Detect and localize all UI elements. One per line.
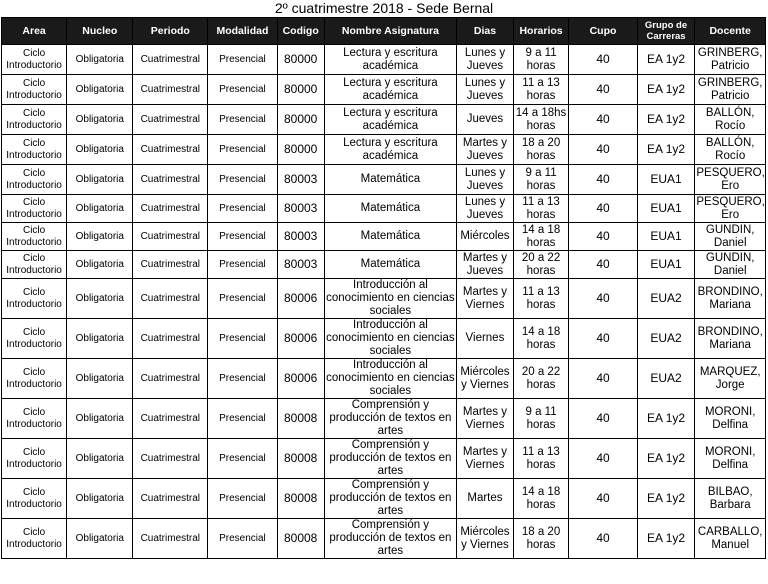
- cell-periodo: Cuatrimestral: [133, 479, 208, 519]
- cell-modalidad: Presencial: [208, 359, 277, 399]
- table-row: [2, 439, 766, 479]
- cell-asignatura: Lectura y escritura académica: [324, 75, 456, 105]
- cell-docente: MARQUEZ, Jorge: [695, 359, 766, 399]
- cell-nucleo: Obligatoria: [67, 279, 133, 319]
- cell-horarios: 18 a 20 horas: [513, 519, 569, 559]
- cell-area: Ciclo Introductorio: [2, 439, 67, 479]
- cell-codigo: 80008: [277, 399, 324, 439]
- cell-asignatura: Introducción al conocimiento en ciencias sociales: [326, 359, 455, 397]
- cell-cupo: 40: [569, 439, 637, 479]
- cell-cupo: 40: [569, 319, 637, 359]
- cell-grupo: EUA1: [637, 165, 695, 195]
- table-row: [2, 75, 766, 105]
- cell-horarios: 20 a 22 horas: [513, 359, 569, 399]
- table-row: [2, 165, 766, 195]
- cell-asignatura: Comprensión y producción de textos en artes: [324, 439, 456, 479]
- cell-cupo: 40: [569, 479, 637, 519]
- header-periodo: Periodo: [133, 18, 208, 45]
- cell-cupo: 40: [569, 399, 637, 439]
- header-area: Area: [2, 18, 67, 45]
- cell-horarios: 9 a 11 horas: [513, 399, 569, 439]
- cell-dias: Miércoles y Viernes: [457, 359, 514, 399]
- cell-codigo: 80008: [277, 479, 324, 519]
- cell-grupo: EA 1y2: [637, 105, 695, 135]
- cell-area: Ciclo Introductorio: [2, 359, 67, 399]
- cell-nucleo: Obligatoria: [67, 319, 133, 359]
- cell-nucleo: Obligatoria: [67, 439, 133, 479]
- cell-modalidad: Presencial: [208, 45, 277, 75]
- cell-asignatura: Introducción al conocimiento en ciencias sociales: [326, 319, 455, 357]
- cell-codigo: 80006: [277, 279, 324, 319]
- cell-modalidad: Presencial: [208, 105, 277, 135]
- cell-horarios: 9 a 11 horas: [513, 45, 569, 75]
- cell-dias: Martes y Viernes: [457, 279, 514, 319]
- cell-nucleo: Obligatoria: [67, 165, 133, 195]
- cell-nucleo: Obligatoria: [67, 223, 133, 251]
- cell-docente: BILBAO, Barbara: [695, 479, 766, 519]
- table-row: [2, 359, 766, 399]
- cell-periodo: Cuatrimestral: [133, 223, 208, 251]
- cell-horarios: 14 a 18 horas: [513, 319, 569, 359]
- header-modalidad: Modalidad: [208, 18, 277, 45]
- cell-area: Ciclo Introductorio: [2, 279, 67, 319]
- cell-cupo: 40: [569, 75, 637, 105]
- cell-grupo: EA 1y2: [637, 75, 695, 105]
- cell-modalidad: Presencial: [208, 439, 277, 479]
- cell-dias: Lunes y Jueves: [457, 195, 514, 223]
- cell-cupo: 40: [569, 251, 637, 279]
- cell-asignatura: Comprensión y producción de textos en artes: [324, 399, 456, 439]
- cell-nucleo: Obligatoria: [67, 75, 133, 105]
- cell-cupo: 40: [569, 45, 637, 75]
- cell-area: Ciclo Introductorio: [2, 319, 67, 359]
- cell-nucleo: Obligatoria: [67, 359, 133, 399]
- cell-area: Ciclo Introductorio: [2, 165, 67, 195]
- header-grupo: Grupo de Carreras: [637, 18, 695, 45]
- cell-grupo: EUA2: [637, 319, 695, 359]
- cell-dias: Martes y Viernes: [457, 439, 514, 479]
- cell-nucleo: Obligatoria: [67, 251, 133, 279]
- cell-cupo: 40: [569, 359, 637, 399]
- cell-grupo: EA 1y2: [637, 439, 695, 479]
- cell-periodo: Cuatrimestral: [133, 105, 208, 135]
- cell-asignatura: Comprensión y producción de textos en artes: [324, 479, 456, 519]
- cell-grupo: EA 1y2: [637, 135, 695, 165]
- cell-docente: GUNDIN, Daniel: [695, 223, 766, 251]
- cell-cupo: 40: [569, 223, 637, 251]
- cell-docente: PESQUERO, Ero: [695, 165, 766, 195]
- header-dias: Dias: [457, 18, 514, 45]
- header-horarios: Horarios: [513, 18, 569, 45]
- cell-docente: GUNDIN, Daniel: [695, 251, 766, 279]
- table-row: [2, 279, 766, 319]
- cell-area: Ciclo Introductorio: [2, 105, 67, 135]
- page-title: 2º cuatrimestre 2018 - Sede Bernal: [274, 0, 494, 16]
- cell-modalidad: Presencial: [208, 251, 277, 279]
- cell-dias: Lunes y Jueves: [457, 45, 514, 75]
- cell-periodo: Cuatrimestral: [133, 439, 208, 479]
- cell-periodo: Cuatrimestral: [133, 45, 208, 75]
- cell-grupo: EA 1y2: [637, 519, 695, 559]
- cell-dias: Miércoles: [457, 223, 514, 251]
- header-codigo: Codigo: [277, 18, 324, 45]
- cell-nucleo: Obligatoria: [67, 45, 133, 75]
- cell-codigo: 80000: [277, 75, 324, 105]
- header-cupo: Cupo: [569, 18, 637, 45]
- cell-periodo: Cuatrimestral: [133, 251, 208, 279]
- cell-horarios: 14 a 18hs horas: [513, 105, 569, 135]
- cell-modalidad: Presencial: [208, 519, 277, 559]
- cell-dias: Lunes y Jueves: [457, 75, 514, 105]
- cell-modalidad: Presencial: [208, 75, 277, 105]
- cell-area: Ciclo Introductorio: [2, 519, 67, 559]
- cell-codigo: 80000: [277, 135, 324, 165]
- cell-horarios: 14 a 18 horas: [513, 479, 569, 519]
- cell-nucleo: Obligatoria: [67, 135, 133, 165]
- cell-dias: Martes y Jueves: [457, 251, 514, 279]
- cell-docente: GRINBERG, Patricio: [695, 45, 766, 75]
- cell-docente: BALLÓN, Rocío: [695, 135, 766, 165]
- cell-area: Ciclo Introductorio: [2, 223, 67, 251]
- cell-periodo: Cuatrimestral: [133, 75, 208, 105]
- cell-dias: Lunes y Jueves: [457, 165, 514, 195]
- cell-asignatura: Lectura y escritura académica: [324, 135, 456, 165]
- table-row: [2, 195, 766, 223]
- cell-dias: Viernes: [457, 319, 514, 359]
- cell-periodo: Cuatrimestral: [133, 165, 208, 195]
- cell-cupo: 40: [569, 105, 637, 135]
- cell-modalidad: Presencial: [208, 223, 277, 251]
- header-docente: Docente: [695, 18, 766, 45]
- cell-modalidad: Presencial: [208, 319, 277, 359]
- cell-area: Ciclo Introductorio: [2, 45, 67, 75]
- cell-codigo: 80008: [277, 519, 324, 559]
- table-row: [2, 319, 766, 359]
- cell-nucleo: Obligatoria: [67, 105, 133, 135]
- cell-dias: Jueves: [457, 105, 514, 135]
- cell-grupo: EA 1y2: [637, 479, 695, 519]
- cell-docente: PESQUERO, Ero: [696, 195, 765, 221]
- cell-area: Ciclo Introductorio: [2, 399, 67, 439]
- cell-codigo: 80000: [277, 105, 324, 135]
- cell-docente: MORONI, Delfina: [695, 439, 766, 479]
- cell-area: Ciclo Introductorio: [2, 195, 67, 223]
- cell-area: Ciclo Introductorio: [2, 75, 67, 105]
- cell-modalidad: Presencial: [208, 399, 277, 439]
- cell-area: Ciclo Introductorio: [2, 135, 67, 165]
- cell-area: Ciclo Introductorio: [2, 479, 67, 519]
- cell-horarios: 11 a 13 horas: [513, 279, 569, 319]
- cell-nucleo: Obligatoria: [67, 399, 133, 439]
- cell-docente: MORONI, Delfina: [695, 399, 766, 439]
- cell-nucleo: Obligatoria: [67, 195, 133, 223]
- cell-asignatura: Matemática: [324, 223, 456, 251]
- cell-horarios: 14 a 18 horas: [513, 223, 569, 251]
- cell-nucleo: Obligatoria: [67, 519, 133, 559]
- cell-asignatura: Lectura y escritura académica: [324, 105, 456, 135]
- cell-dias: Martes y Jueves: [457, 135, 514, 165]
- cell-horarios: 18 a 20 horas: [513, 135, 569, 165]
- course-schedule-table: [1, 17, 766, 559]
- cell-periodo: Cuatrimestral: [133, 519, 208, 559]
- cell-codigo: 80000: [277, 45, 324, 75]
- cell-cupo: 40: [569, 165, 637, 195]
- cell-dias: Martes: [457, 479, 514, 519]
- cell-codigo: 80003: [277, 195, 324, 223]
- cell-horarios: 11 a 13 horas: [513, 75, 569, 105]
- table-row: [2, 479, 766, 519]
- table-row: [2, 135, 766, 165]
- cell-dias: Martes y Viernes: [457, 399, 514, 439]
- cell-codigo: 80008: [277, 439, 324, 479]
- cell-grupo: EA 1y2: [637, 399, 695, 439]
- cell-grupo: EUA2: [637, 279, 695, 319]
- cell-periodo: Cuatrimestral: [133, 195, 208, 223]
- cell-cupo: 40: [569, 519, 637, 559]
- cell-asignatura: Introducción al conocimiento en ciencias sociales: [326, 279, 455, 317]
- header-nucleo: Nucleo: [67, 18, 133, 45]
- cell-horarios: 9 a 11 horas: [513, 165, 569, 195]
- table-header-row: [2, 18, 766, 45]
- cell-codigo: 80003: [277, 223, 324, 251]
- cell-docente: BRONDINO, Mariana: [695, 319, 766, 359]
- cell-dias: Miércoles y Viernes: [457, 519, 514, 559]
- cell-docente: CARBALLO, Manuel: [695, 519, 766, 559]
- table-row: [2, 519, 766, 559]
- cell-periodo: Cuatrimestral: [133, 279, 208, 319]
- cell-periodo: Cuatrimestral: [133, 399, 208, 439]
- cell-modalidad: Presencial: [208, 135, 277, 165]
- cell-docente: BRONDINO, Mariana: [695, 279, 766, 319]
- cell-area: Ciclo Introductorio: [2, 251, 67, 279]
- cell-horarios: 20 a 22 horas: [513, 251, 569, 279]
- cell-horarios: 11 a 13 horas: [513, 439, 569, 479]
- cell-modalidad: Presencial: [208, 195, 277, 223]
- cell-grupo: EUA2: [637, 359, 695, 399]
- cell-asignatura: Lectura y escritura académica: [324, 45, 456, 75]
- cell-periodo: Cuatrimestral: [133, 319, 208, 359]
- cell-asignatura: Comprensión y producción de textos en artes: [324, 519, 456, 559]
- cell-grupo: EUA1: [637, 223, 695, 251]
- table-row: [2, 105, 766, 135]
- cell-cupo: 40: [569, 135, 637, 165]
- table-row: [2, 251, 766, 279]
- table-row: [2, 223, 766, 251]
- header-asignatura: Nombre Asignatura: [324, 18, 456, 45]
- cell-codigo: 80006: [277, 319, 324, 359]
- cell-horarios: 11 a 13 horas: [513, 195, 569, 223]
- cell-codigo: 80006: [277, 359, 324, 399]
- cell-grupo: EUA1: [637, 251, 695, 279]
- cell-asignatura: Matemática: [324, 165, 456, 195]
- cell-asignatura: Matemática: [324, 251, 456, 279]
- cell-modalidad: Presencial: [208, 165, 277, 195]
- cell-docente: GRINBERG, Patricio: [695, 75, 766, 105]
- cell-codigo: 80003: [277, 165, 324, 195]
- cell-nucleo: Obligatoria: [67, 479, 133, 519]
- table-row: [2, 399, 766, 439]
- cell-grupo: EA 1y2: [637, 45, 695, 75]
- cell-cupo: 40: [569, 195, 637, 223]
- cell-periodo: Cuatrimestral: [133, 135, 208, 165]
- cell-asignatura: Matemática: [324, 195, 456, 223]
- table-row: [2, 45, 766, 75]
- table-body: [2, 45, 766, 559]
- cell-modalidad: Presencial: [208, 479, 277, 519]
- cell-periodo: Cuatrimestral: [133, 359, 208, 399]
- cell-cupo: 40: [569, 279, 637, 319]
- cell-modalidad: Presencial: [208, 279, 277, 319]
- cell-docente: BALLÓN, Rocío: [695, 105, 766, 135]
- cell-grupo: EUA1: [637, 195, 695, 223]
- cell-codigo: 80003: [277, 251, 324, 279]
